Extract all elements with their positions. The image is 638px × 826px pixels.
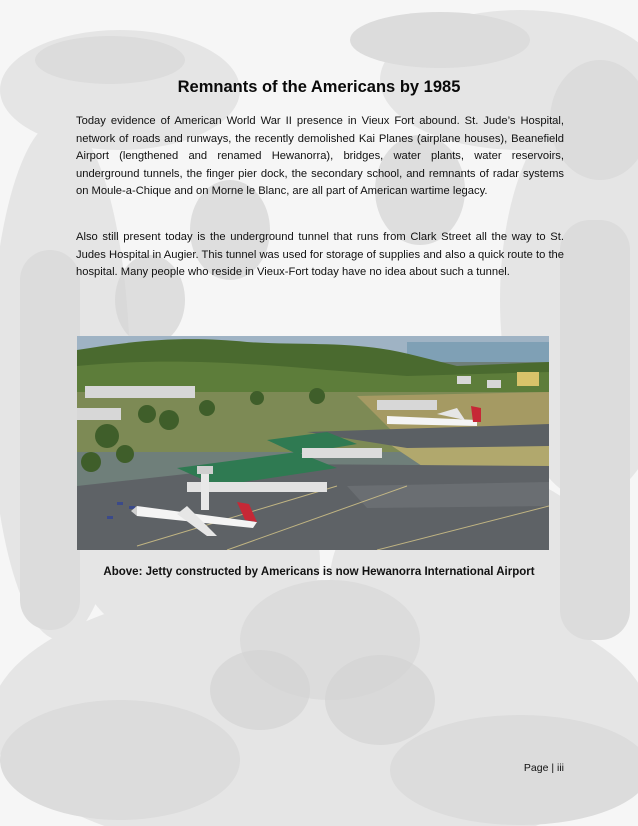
body-paragraph-1: Today evidence of American World War II presence in Vieux Fort abound. St. Jude’s Hospital, network of roads and runways, the recently demolished Kai Planes (airplane houses), Beanefield Airport (lengthened and renamed Hewanorra), bridges, water plants, water reservoirs, underground tunnels, the finger pier dock, the secondary school, and remnants of radar systems on Moule-a-Chique and on Morne le Blanc, are all part of American wartime legacy.	[76, 115, 564, 198]
photo-caption: Above: Jetty constructed by Americans is now Hewanorra International Airport	[103, 566, 535, 578]
body-paragraph-2: Also still present today is the underground tunnel that runs from Clark Street all the way to St. Judes Hospital in Augier. This tunnel was used for storage of supplies and also a quick route to the hospital. Many people who reside in Vieux-Fort today have no idea about such a tunnel.	[76, 231, 564, 279]
airport-aerial-photo	[77, 336, 549, 550]
page-number: Page | iii	[523, 762, 564, 774]
page-title: Remnants of the Americans by 1985	[177, 78, 461, 96]
